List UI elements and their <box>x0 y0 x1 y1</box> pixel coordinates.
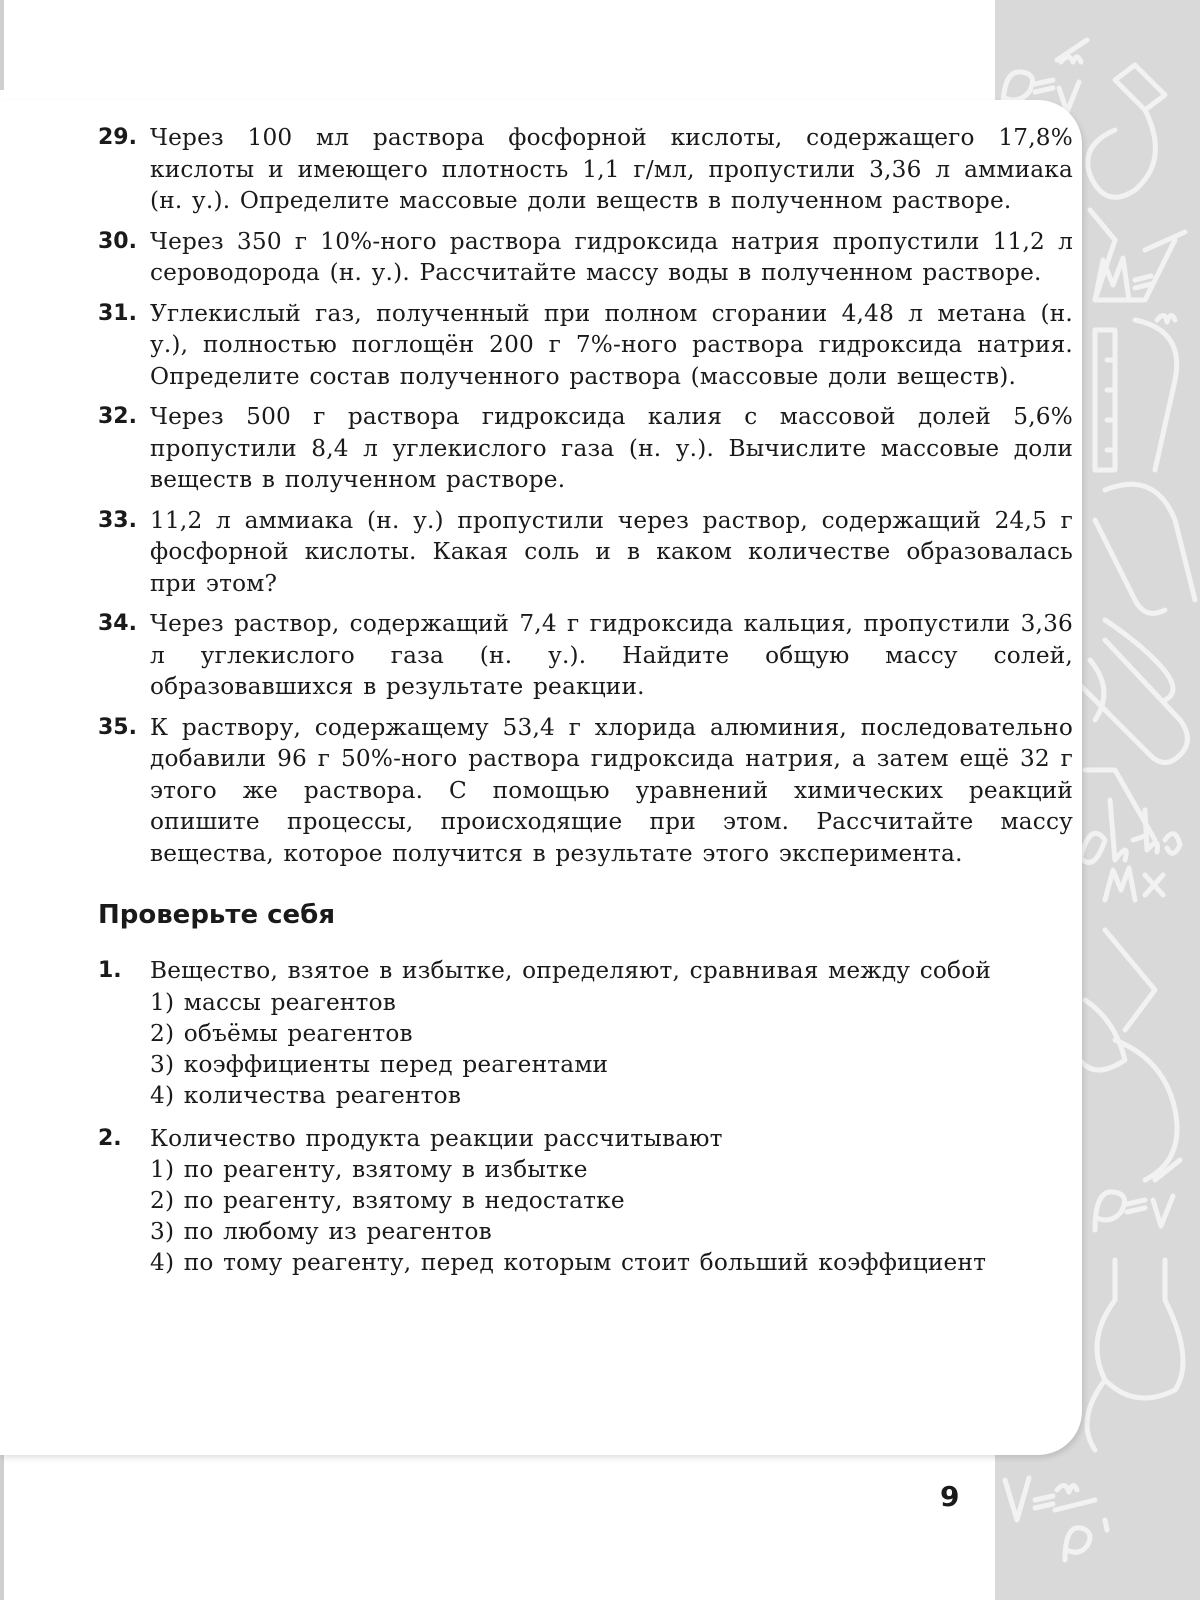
problem-number: 31. <box>98 300 137 326</box>
problem-text: Через 350 г 10%-ного раствора гидроксида натрия пропустили 11,2 л сероводорода (н. у.). Рассчитайте массу воды в полученном растворе. <box>150 227 1073 286</box>
answer-options <box>150 987 1073 1111</box>
question-text: Вещество, взятое в избытке, определяют, сравнивая между собой <box>150 957 992 984</box>
answer-option[interactable]: 4) по тому реагенту, перед которым стоит больший коэффициент <box>150 1249 987 1276</box>
problem-number: 33. <box>98 507 137 533</box>
problem-number: 34. <box>98 611 137 636</box>
answer-option[interactable]: 1) по реагенту, взятому в избытке <box>150 1156 588 1183</box>
problem-item <box>98 226 1073 289</box>
answer-option[interactable]: 2) объёмы реагентов <box>150 1019 413 1047</box>
problem-item <box>98 608 1073 703</box>
page-number: 9 <box>940 1480 960 1513</box>
problem-number: 32. <box>98 404 137 429</box>
problem-text: Углекислый газ, полученный при полном сгорании 4,48 л метана (н. у.), полностью поглощён 200 г 7%-ного раствора гидроксида натрия. Определите состав полученного раствора (массовые доли веществ). <box>150 299 1073 390</box>
quiz-question <box>98 955 1073 1111</box>
question-number: 2. <box>98 1125 122 1151</box>
answer-options <box>150 1154 1073 1278</box>
problem-text: 11,2 л аммиака (н. у.) пропустили через раствор, содержащий 24,5 г фосфорной кислоты. Какая соль и в каком количестве образовалась при этом? <box>150 506 1073 597</box>
quiz-question <box>98 1123 1073 1279</box>
question-number: 1. <box>98 958 122 983</box>
page-content <box>98 122 1073 1290</box>
answer-option[interactable]: 3) коэффициенты перед реагентами <box>150 1050 609 1078</box>
problem-number: 29. <box>98 125 137 150</box>
answer-option[interactable]: 3) по любому из реагентов <box>150 1218 492 1245</box>
problem-item <box>98 712 1073 870</box>
left-margin-rule-bottom <box>0 1440 4 1600</box>
left-margin-rule-top <box>0 0 4 90</box>
problem-text: Через 100 мл раствора фосфорной кислоты, содержащего 17,8% кислоты и имеющего плотность 1,1 г/мл, пропустили 3,36 л аммиака (н. у.). Определите массовые доли веществ в полученном растворе. <box>150 124 1073 214</box>
answer-option[interactable]: 1) массы реагентов <box>150 988 396 1016</box>
problem-item <box>98 401 1073 496</box>
question-text: Количество продукта реакции рассчитывают <box>150 1124 723 1152</box>
answer-option[interactable]: 2) по реагенту, взятому в недостатке <box>150 1187 625 1214</box>
problem-item <box>98 505 1073 600</box>
answer-option[interactable]: 4) количества реагентов <box>150 1081 462 1109</box>
problem-number: 30. <box>98 228 137 254</box>
problem-text: Через раствор, содержащий 7,4 г гидроксида кальция, пропустили 3,36 л углекислого газа (н. у.). Найдите общую массу солей, образовавшихся в результате реакции. <box>150 610 1073 700</box>
problem-list <box>98 122 1073 869</box>
problem-item <box>98 298 1073 393</box>
problem-text: Через 500 г раствора гидроксида калия с массовой долей 5,6% пропустили 8,4 л углекислого газа (н. у.). Вычислите массовые доли веществ в полученном растворе. <box>150 403 1073 493</box>
problem-number: 35. <box>98 714 137 740</box>
section-title: Проверьте себя <box>98 900 336 930</box>
problem-text: К раствору, содержащему 53,4 г хлорида алюминия, последовательно добавили 96 г 50%-ного раствора гидроксида натрия, а затем ещё 32 г этого же раствора. С помощью уравнений химических реакций опишите процессы, происходящие при этом. Рассчитайте массу вещества, которое получится в результате этого эксперимента. <box>150 713 1073 867</box>
problem-item <box>98 122 1073 217</box>
